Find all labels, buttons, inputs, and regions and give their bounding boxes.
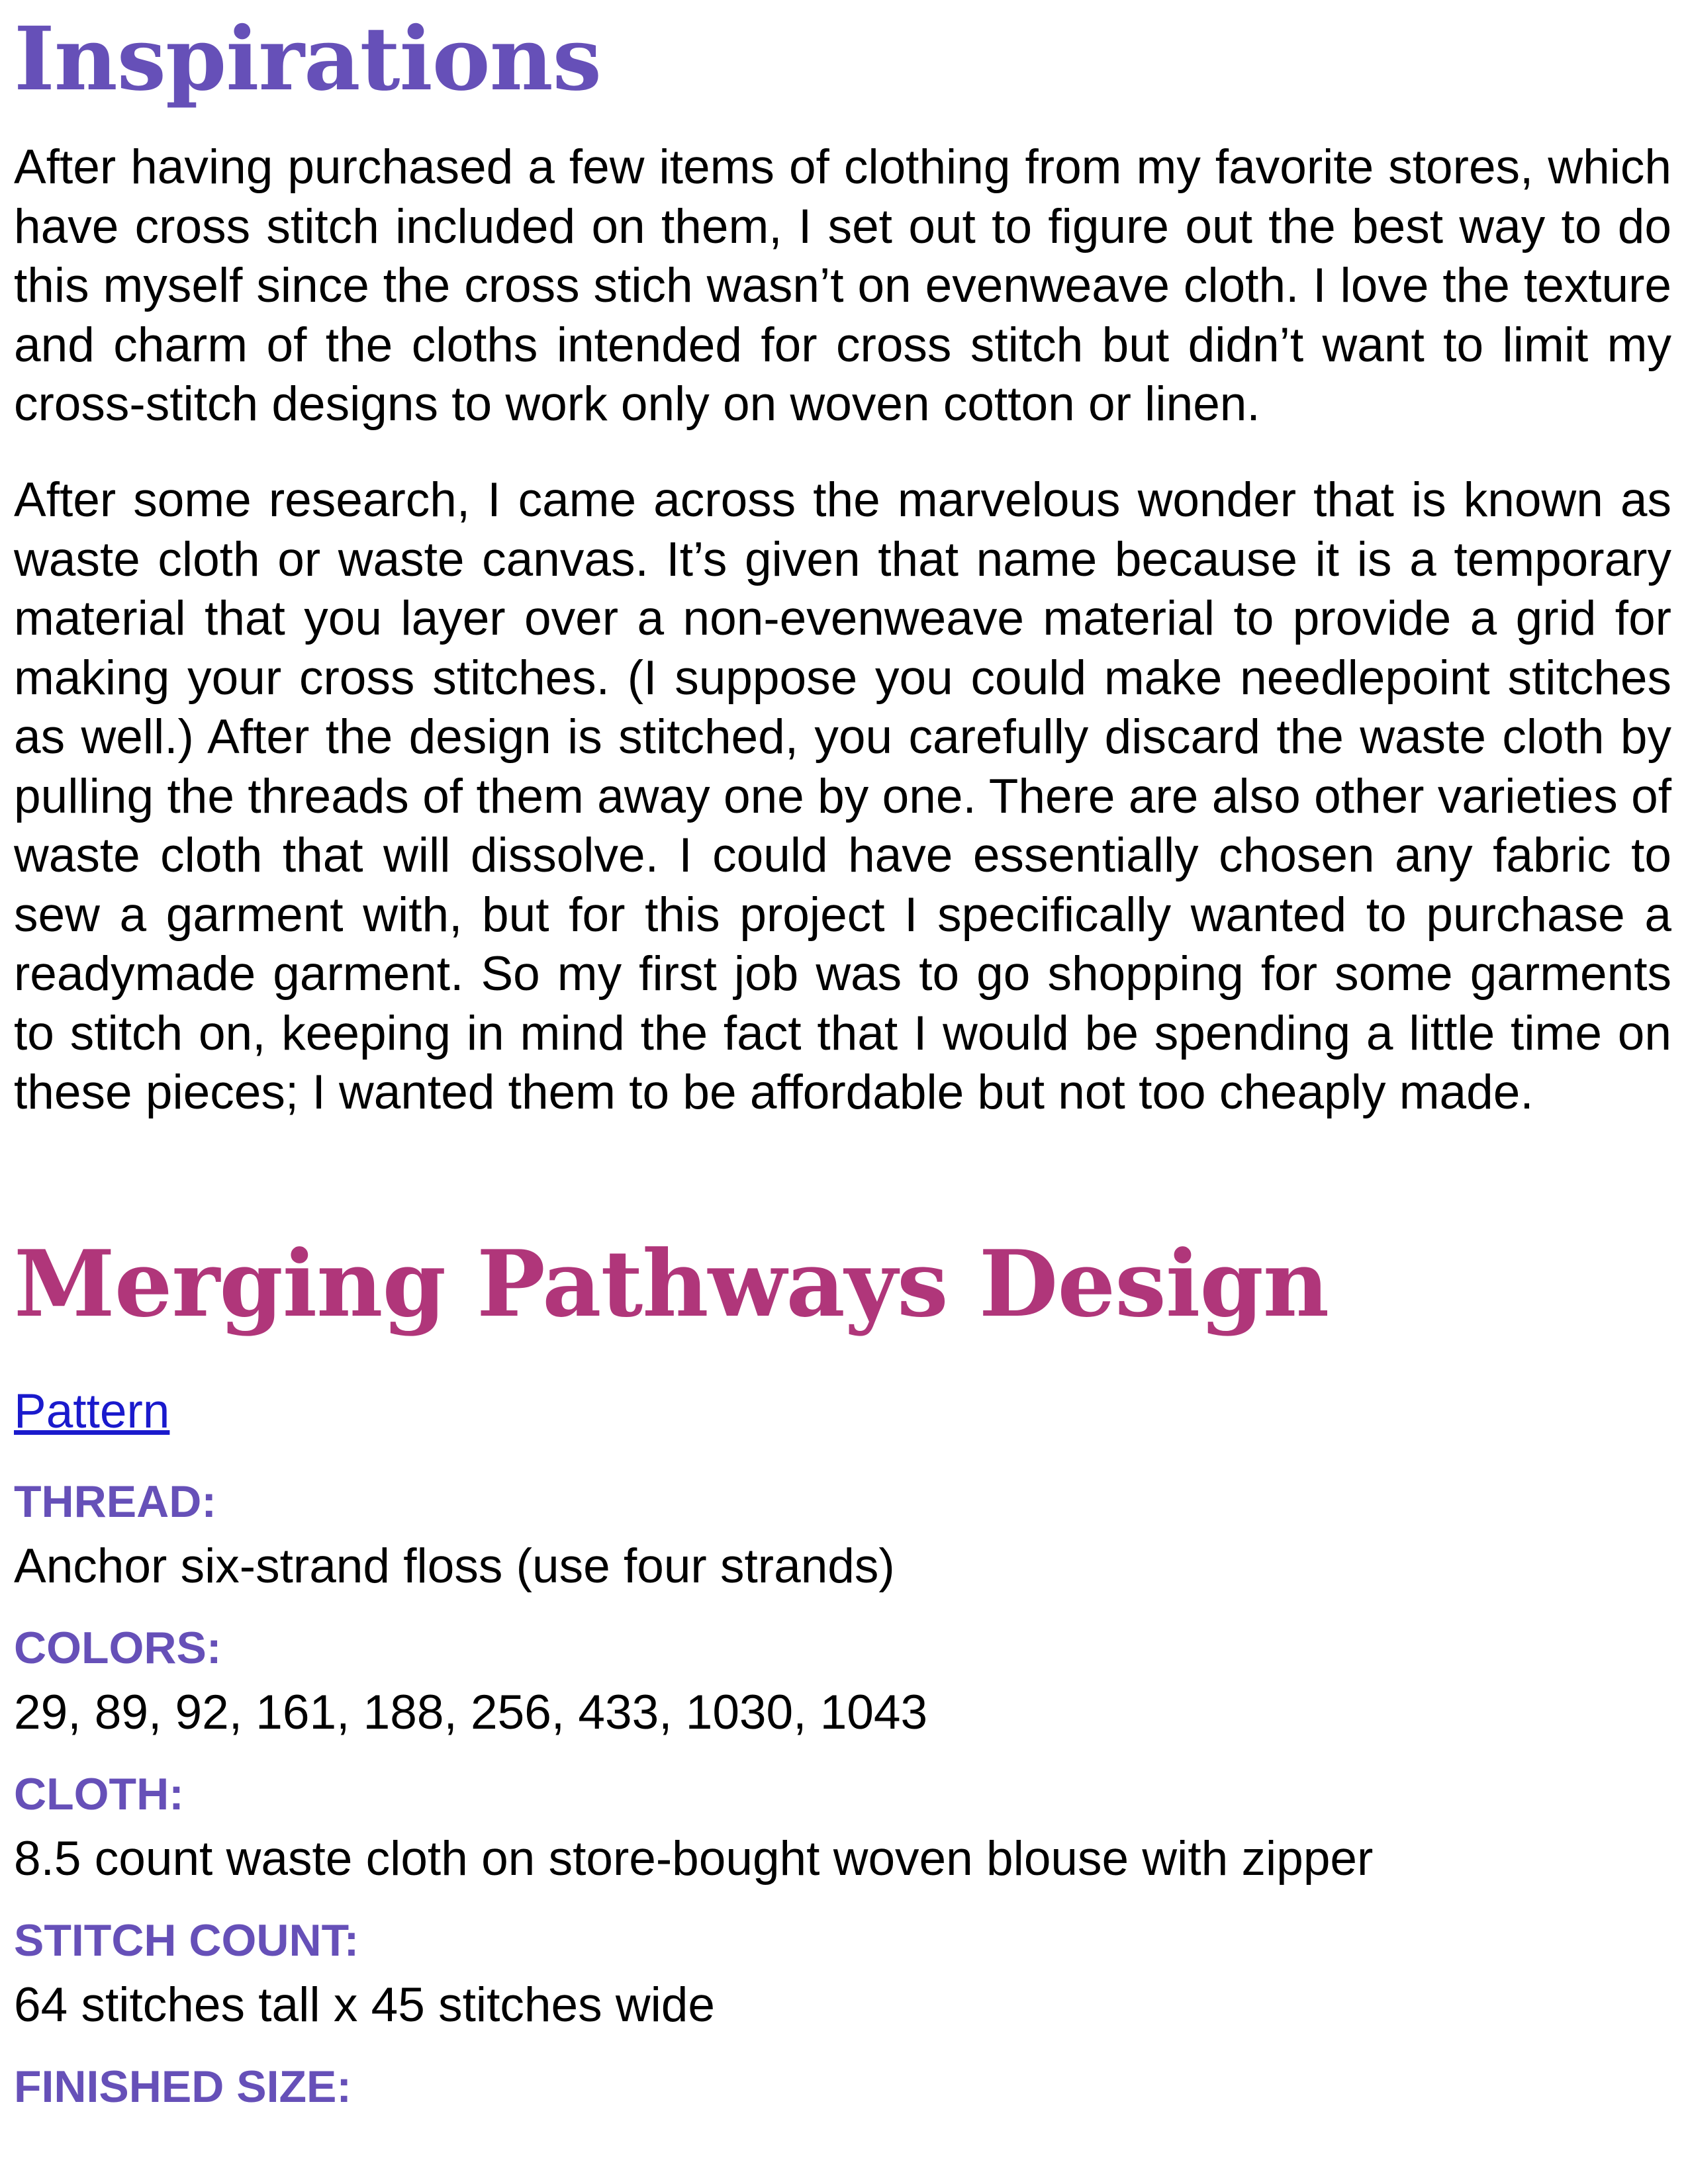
colors-label: COLORS:	[14, 1623, 222, 1673]
stitch-count-value: 64 stitches tall x 45 stitches wide	[14, 1978, 715, 2032]
stitch-count-label: STITCH COUNT:	[14, 1915, 359, 1966]
inspirations-paragraph-1: After having purchased a few items of clothing from my favorite stores, which have cross stitch included on them, I set out to figure out the best way to do this myself since the cross stich wasn’t on evenweave cloth. I love the texture and charm of the cloths intended for cross stitch but didn’t want to limit my cross-stitch designs to work only on woven cotton or linen.	[14, 140, 1671, 431]
thread-label: THREAD:	[14, 1477, 216, 1527]
inspirations-paragraph-2: After some research, I came across the marvelous wonder that is known as waste cloth or waste canvas. It’s given that name because it is a temporary material that you layer over a non-evenweave material to provide a grid for making your cross stitches. (I suppose you could make needlepoint stitches as well.) After the design is stitched, you carefully discard the waste cloth by pulling the threads of them away one by one. There are also other varieties of waste cloth that will dissolve. I could have essentially chosen any fabric to sew a garment with, but for this project I specifically wanted to purchase a readymade garment. So my first job was to go shopping for some garments to stitch on, keeping in mind the fact that I would be spending a little time on these pieces; I wanted them to be affordable but not too cheaply made.	[14, 473, 1671, 1119]
thread-value: Anchor six-strand floss (use four strands)	[14, 1539, 895, 1593]
inspirations-heading: Inspirations	[14, 8, 601, 111]
colors-value: 29, 89, 92, 161, 188, 256, 433, 1030, 1043	[14, 1686, 928, 1739]
merging-pathways-design-heading: Merging Pathways Design	[14, 1230, 1329, 1338]
pattern-link[interactable]: Pattern	[14, 1385, 170, 1438]
cloth-label: CLOTH:	[14, 1769, 184, 1819]
finished-size-label: FINISHED SIZE:	[14, 2062, 352, 2112]
cloth-value: 8.5 count waste cloth on store-bought woven blouse with zipper	[14, 1832, 1374, 1886]
